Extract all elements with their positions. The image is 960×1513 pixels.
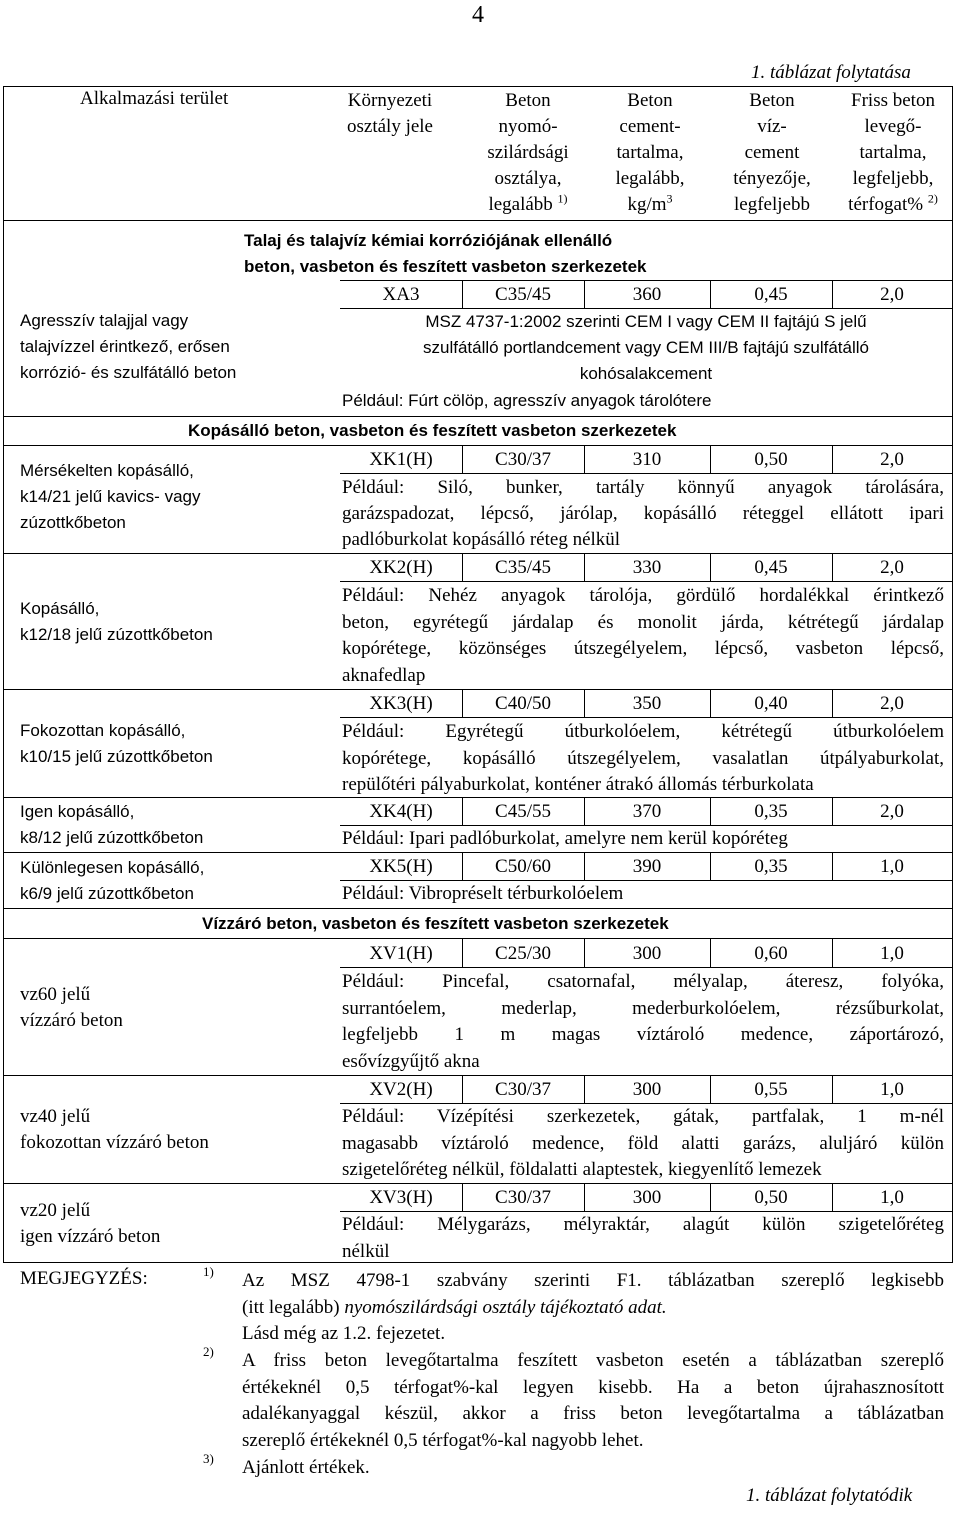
header-strength	[468, 88, 588, 218]
example-line: repülőtéri pályaburkolat, konténer átrakó állomás térburkolata	[342, 774, 814, 795]
page-number: 4	[472, 2, 484, 28]
footnote-ref: 1)	[557, 191, 568, 206]
section-title-line: Talaj és talajvíz kémiai korróziójának ellenálló	[244, 231, 613, 250]
wc-cell: 0,45	[754, 284, 788, 305]
cell-divider	[710, 1183, 711, 1211]
row-rule	[340, 473, 952, 474]
cell-divider	[584, 1183, 585, 1211]
area-cell	[20, 799, 203, 851]
section-title-line: beton, vasbeton és feszített vasbeton szerkezetek	[244, 257, 647, 276]
cell-divider	[710, 445, 711, 473]
example-line: beton, egyrétegű járdalap és monolit járda, kétrétegű járdalap	[342, 611, 944, 633]
class-cell: XK5(H)	[369, 856, 433, 877]
area-line: k10/15 jelű zúzottkőbeton	[20, 747, 213, 766]
class-cell: XK2(H)	[369, 557, 433, 578]
cell-divider	[462, 797, 463, 825]
area-line: k6/9 jelű zúzottkőbeton	[20, 884, 194, 903]
cell-divider	[462, 1183, 463, 1211]
example-line: Például: Nehéz anyagok tárolója, gördülő hordalékkal érintkező	[342, 585, 944, 606]
cell-divider	[584, 938, 585, 967]
example-line: legfeljebb 1 m magas víztároló medence, záportározó,	[342, 1024, 944, 1045]
cell-divider	[832, 852, 833, 880]
section-rule	[3, 797, 953, 798]
section-rule	[3, 445, 953, 446]
area-line: vízzáró beton	[20, 1010, 123, 1031]
cell-divider	[710, 689, 711, 717]
area-cell	[20, 596, 213, 648]
section-rule	[3, 938, 953, 939]
cell-divider	[584, 445, 585, 473]
cell-divider	[832, 445, 833, 473]
header-line: tartalma,	[616, 142, 684, 163]
area-cell	[20, 855, 204, 907]
row-rule	[340, 967, 952, 968]
air-cell: 2,0	[880, 557, 904, 578]
air-cell: 1,0	[880, 1079, 904, 1100]
cell-divider	[832, 689, 833, 717]
example-line: Például: Mélygarázs, mélyraktár, alagút külön szigetelőréteg	[342, 1214, 944, 1235]
air-cell: 1,0	[880, 1187, 904, 1208]
note-line: szulfátálló portlandcement vagy CEM III/B fajtájú szulfátálló	[423, 338, 869, 357]
section-rule	[3, 852, 953, 853]
example-text: Például: Vibropréselt térburkolóelem	[342, 883, 624, 904]
header-area: Alkalmazási terület	[80, 88, 229, 109]
header-cement	[590, 88, 710, 218]
area-line: Különlegesen kopásálló,	[20, 858, 205, 877]
cell-divider	[462, 938, 463, 967]
example-text	[342, 1212, 944, 1265]
example-line: padlóburkolat kopásálló réteg nélkül	[342, 529, 621, 550]
class-cell: XV3(H)	[369, 1187, 433, 1208]
header-line: víz-	[757, 116, 787, 137]
header-line	[468, 192, 588, 218]
row-rule	[340, 280, 952, 281]
cell-divider	[710, 280, 711, 308]
header-line: szilárdsági	[487, 142, 569, 163]
area-line: Fokozottan kopásálló,	[20, 721, 186, 740]
cell-divider	[584, 852, 585, 880]
class-cell: XK1(H)	[369, 449, 433, 470]
area-line: Agresszív talajjal vagy	[20, 311, 189, 330]
wc-cell: 0,35	[754, 801, 788, 822]
cell-divider	[462, 553, 463, 581]
note-line: Az MSZ 4798-1 szabvány szerinti F1. táblázatban szereplő legkisebb	[242, 1270, 944, 1291]
cement-cell: 300	[632, 1079, 662, 1100]
header-line: Beton	[749, 90, 795, 111]
cell-divider	[832, 1183, 833, 1211]
cell-divider	[462, 445, 463, 473]
strength-cell: C30/37	[495, 1079, 551, 1100]
row-rule	[340, 581, 952, 582]
cement-cell: 360	[632, 284, 662, 305]
area-line: vz40 jelű	[20, 1106, 91, 1127]
wc-cell: 0,35	[754, 856, 788, 877]
example-text	[342, 475, 944, 553]
section-rule	[3, 689, 953, 690]
cement-cell: 390	[632, 856, 662, 877]
header-line: osztálya,	[494, 168, 562, 189]
example-line: garázspadozat, lépcső, járólap, kopásálló réteggel ellátott ipari	[342, 503, 944, 524]
class-cell: XA3	[382, 284, 420, 305]
air-cell: 2,0	[880, 801, 904, 822]
air-cell: 2,0	[880, 693, 904, 714]
note-text: (itt legalább)	[242, 1296, 345, 1318]
area-line: k12/18 jelű zúzottkőbeton	[20, 625, 213, 644]
note-number: 3)	[203, 1451, 214, 1466]
cell-divider	[462, 689, 463, 717]
cell-divider	[462, 280, 463, 308]
table-caption-bottom: 1. táblázat folytatódik	[746, 1485, 913, 1506]
section-title: Vízzáró beton, vasbeton és feszített vasbeton szerkezetek	[202, 914, 669, 933]
note-line: A friss beton levegőtartalma feszített vasbeton esetén a táblázatban szereplő	[242, 1350, 944, 1371]
note-line: adalékanyaggal készül, akkor a friss beton levegőtartalma a táblázatban	[242, 1403, 944, 1424]
example-line: surrantóelem, mederlap, mederburkolóelem, rézsűburkolat,	[342, 997, 944, 1019]
strength-cell: C35/45	[495, 284, 551, 305]
footnote-ref: 2)	[927, 191, 938, 206]
example-line: Például: Siló, bunker, tartály könnyű anyagok tárolására,	[342, 477, 944, 498]
row-rule	[340, 717, 952, 718]
cement-cell: 350	[632, 693, 662, 714]
section-rule	[3, 416, 953, 417]
header-text: térfogat%	[848, 194, 924, 215]
example-line: Például: Vízépítési szerkezetek, gátak, partfalak, 1 m-nél	[342, 1106, 944, 1127]
note-line: MSZ 4737-1:2002 szerinti CEM I vagy CEM II fajtájú S jelű	[425, 312, 867, 331]
area-cell	[20, 308, 236, 386]
note-1	[242, 1268, 944, 1348]
class-cell: XV2(H)	[369, 1079, 433, 1100]
note-3: Ajánlott értékek.	[242, 1457, 370, 1478]
header-line: Friss beton	[851, 90, 935, 111]
header-line: cement-	[619, 116, 681, 137]
note-number: 2)	[203, 1344, 214, 1359]
example-line: nélkül	[342, 1240, 390, 1262]
example-text	[342, 719, 944, 799]
wc-cell: 0,60	[754, 943, 788, 964]
header-line: legfeljebb	[734, 194, 810, 215]
cell-divider	[710, 938, 711, 967]
area-cell	[20, 458, 200, 536]
cement-cell: 310	[632, 449, 662, 470]
strength-cell: C50/60	[495, 856, 551, 877]
air-cell: 2,0	[880, 284, 904, 305]
section-rule	[3, 1075, 953, 1076]
strength-cell: C30/37	[495, 1187, 551, 1208]
cement-cell: 330	[632, 557, 662, 578]
example-text	[342, 1104, 944, 1184]
cell-divider	[584, 280, 585, 308]
example-line: Például: Egyrétegű útburkolóelem, kétrétegű útburkolóelem	[342, 721, 944, 742]
example-line: kopórétege, kopásálló útszegélyelem, vasalatlan útpályaburkolat,	[342, 747, 944, 769]
header-line: legalább,	[615, 168, 685, 189]
table-caption-top: 1. táblázat folytatása	[751, 62, 911, 83]
section-rule	[3, 553, 953, 554]
note-2	[242, 1348, 944, 1454]
header-env-class	[330, 88, 450, 140]
header-wc	[712, 88, 832, 218]
cement-cell: 300	[632, 943, 662, 964]
cell-divider	[710, 797, 711, 825]
area-line: Igen kopásálló,	[20, 802, 135, 821]
area-line: fokozottan vízzáró beton	[20, 1132, 209, 1153]
class-cell: XK4(H)	[369, 801, 433, 822]
note-line: Lásd még az 1.2. fejezetet.	[242, 1323, 446, 1344]
header-line: nyomó-	[498, 116, 558, 137]
cell-divider	[710, 852, 711, 880]
example-text: Például: Ipari padlóburkolat, amelyre nem kerül kopóréteg	[342, 828, 788, 849]
area-line: vz20 jelű	[20, 1200, 91, 1221]
example-text	[342, 969, 944, 1075]
cell-divider	[584, 797, 585, 825]
area-line: Mérsékelten kopásálló,	[20, 461, 194, 480]
cell-divider	[710, 553, 711, 581]
class-cell: XV1(H)	[369, 943, 433, 964]
area-line: talajvízzel érintkező, erősen	[20, 337, 230, 356]
example-line: aknafedlap	[342, 664, 426, 686]
area-line: Kopásálló,	[20, 599, 100, 618]
area-line: korrózió- és szulfátálló beton	[20, 363, 237, 382]
strength-cell: C35/45	[495, 557, 551, 578]
section-rule	[3, 1183, 953, 1184]
cell-divider	[710, 1075, 711, 1103]
note-text-italic: nyomószilárdsági osztály tájékoztató adat.	[344, 1296, 667, 1318]
header-line	[834, 192, 952, 218]
cell-divider	[832, 938, 833, 967]
header-line: levegő-	[864, 116, 922, 137]
example-text: Például: Fúrt cölöp, agresszív anyagok tárolótere	[342, 391, 712, 410]
area-cell	[20, 718, 213, 770]
header-text: kg/m	[627, 194, 667, 215]
header-line: Beton	[505, 90, 551, 111]
strength-cell: C30/37	[495, 449, 551, 470]
notes-label: MEGJEGYZÉS:	[20, 1268, 148, 1289]
table-right-border	[952, 86, 953, 1262]
note-line: kohósalakcement	[579, 364, 713, 383]
header-bottom-rule	[3, 220, 953, 221]
area-cell	[20, 1104, 209, 1156]
wc-cell: 0,55	[754, 1079, 788, 1100]
note-line: értékeknél 0,5 térfogat%-kal legyen kisebb. Ha a beton újrahasznosított	[242, 1376, 944, 1398]
table-top-rule	[3, 86, 953, 87]
strength-cell: C45/55	[495, 801, 551, 822]
header-line	[590, 192, 710, 218]
air-cell: 1,0	[880, 856, 904, 877]
cell-divider	[584, 553, 585, 581]
area-line: k8/12 jelű zúzottkőbeton	[20, 828, 204, 847]
header-air	[834, 88, 952, 218]
header-line: cement	[744, 142, 800, 163]
example-line: kopórétege, közönséges útszegélyelem, lépcső, vasbeton lépcső,	[342, 638, 944, 659]
cell-divider	[832, 797, 833, 825]
area-line: zúzottkőbeton	[20, 513, 126, 532]
area-line: vz60 jelű	[20, 984, 91, 1005]
section-rule	[3, 908, 953, 909]
wc-cell: 0,50	[754, 1187, 788, 1208]
header-line: osztály jele	[347, 116, 433, 137]
cell-divider	[832, 280, 833, 308]
strength-cell: C25/30	[495, 943, 551, 964]
header-text: legalább	[488, 194, 553, 215]
header-line: legfeljebb,	[852, 168, 934, 189]
header-line: tartalma,	[859, 142, 927, 163]
strength-cell: C40/50	[495, 693, 551, 714]
air-cell: 1,0	[880, 943, 904, 964]
cell-divider	[462, 852, 463, 880]
example-line: esővízgyűjtő akna	[342, 1050, 480, 1072]
table-left-border	[3, 86, 4, 1262]
cell-divider	[462, 1075, 463, 1103]
example-line: szigetelőréteg nélkül, földalatti alaptestek, kiegyenlítő lemezek	[342, 1159, 822, 1180]
section-title	[244, 228, 646, 280]
note-line: szereplő értékeknél 0,5 térfogat%-kal nagyobb lehet.	[242, 1429, 644, 1451]
area-cell	[20, 1198, 160, 1250]
cell-divider	[832, 553, 833, 581]
cell-divider	[832, 1075, 833, 1103]
note-line	[242, 1295, 944, 1322]
class-cell: XK3(H)	[369, 693, 433, 714]
wc-cell: 0,50	[754, 449, 788, 470]
cell-divider	[584, 1075, 585, 1103]
section-title: Kopásálló beton, vasbeton és feszített vasbeton szerkezetek	[188, 421, 677, 440]
cement-cell: 370	[632, 801, 662, 822]
note-number: 1)	[203, 1264, 214, 1279]
header-line: Környezeti	[347, 90, 433, 111]
area-line: igen vízzáró beton	[20, 1226, 161, 1247]
wc-cell: 0,45	[754, 557, 788, 578]
header-line: tényezője,	[733, 168, 811, 189]
cement-cell: 300	[632, 1187, 662, 1208]
cell-divider	[584, 689, 585, 717]
area-cell	[20, 982, 123, 1034]
example-text	[342, 583, 944, 689]
header-line: Beton	[627, 90, 673, 111]
area-line: k14/21 jelű kavics- vagy	[20, 487, 201, 506]
cement-note	[340, 309, 952, 387]
example-line: magasabb víztároló medence, föld alatti garázs, aluljáró külön	[342, 1132, 944, 1154]
example-line: Például: Pincefal, csatornafal, mélyalap, áteresz, folyóka,	[342, 971, 944, 992]
air-cell: 2,0	[880, 449, 904, 470]
superscript: 3	[666, 191, 673, 206]
wc-cell: 0,40	[754, 693, 788, 714]
